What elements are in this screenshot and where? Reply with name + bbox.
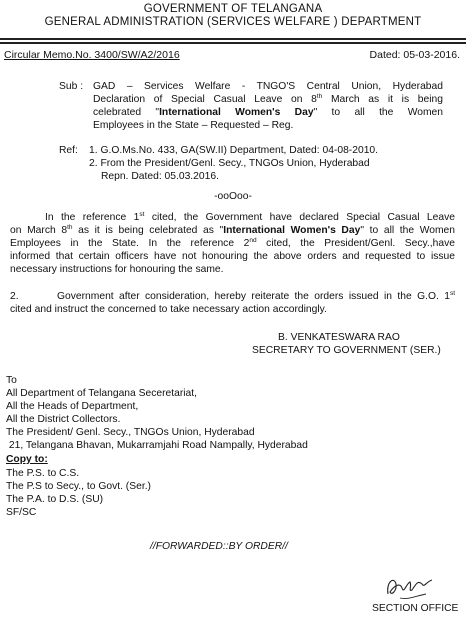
para1-line-3: Employees in the State. In the reference 2nd cited, the President/Genl. Secy.,have: [10, 237, 455, 249]
to-line: All the Heads of Department,: [6, 401, 139, 412]
para1-line-4: informed that certain officers have not honouring the above orders and requested to issue: [10, 251, 455, 262]
reference-1: 1. G.O.Ms.No. 433, GA(SW.II) Department, Dated: 04-08-2010.: [89, 145, 379, 156]
subject-label: Sub :: [59, 81, 84, 92]
copy-line: The P.S to Secy., to Govt. (Ser.): [6, 481, 151, 492]
signatory-title: SECRETARY TO GOVERNMENT (SER.): [252, 345, 441, 356]
para1-line-2: on March 8th as it is being celebrated as "International Women's Day" to all the Women: [10, 224, 456, 236]
para1-line-1: In the reference 1st cited, the Government have declared Special Casual Leave: [45, 211, 455, 223]
copy-to-label: Copy to:: [6, 454, 48, 465]
to-label: To: [6, 375, 17, 386]
copy-line: The P.S. to C.S.: [6, 468, 80, 479]
header-rule-top: [0, 38, 466, 40]
subject-line-3: celebrated "International Women's Day" to all the Women: [93, 107, 443, 118]
reference-2: 2. From the President/Genl. Secy., TNGOs Union, Hyderabad: [89, 158, 370, 169]
memo-number: Circular Memo.No. 3400/SW/A2/2016: [4, 49, 180, 61]
separator: -ooOoo-: [214, 191, 252, 202]
para2-line-1: Government after consideration, hereby reiterate the orders issued in the G.O. 1st: [57, 290, 455, 302]
subject-line-4: Employees in the State – Requested – Reg.: [93, 120, 294, 131]
to-line: All the District Collectors.: [6, 414, 121, 425]
memo-date: Dated: 05-03-2016.: [369, 49, 460, 61]
reference-label: Ref:: [59, 145, 78, 156]
subject-line-2: Declaration of Special Casual Leave on 8th March as it is being: [93, 93, 443, 105]
to-line: All Department of Telangana Seceretariat,: [6, 388, 197, 399]
header-government: GOVERNMENT OF TELANGANA: [143, 3, 323, 15]
section-officer-label: SECTION OFFICE: [372, 603, 459, 614]
para2-line-2: cited and instruct the concerned to take necessary action accordingly.: [10, 304, 327, 315]
to-line: 21, Telangana Bhavan, Mukarramjahi Road Nampally, Hyderabad: [6, 440, 308, 451]
para1-line-5: necessary instructions for honouring the same.: [10, 264, 224, 275]
signatory-name: B. VENKATESWARA RAO: [278, 332, 400, 343]
forwarded-by-order: //FORWARDED::BY ORDER//: [150, 541, 288, 552]
to-line: The President/ Genl. Secy., TNGOs Union, Hyderabad: [6, 427, 255, 438]
header-rule-bottom: [0, 42, 466, 44]
reference-2-date: Repn. Dated: 05.03.2016.: [101, 171, 219, 182]
copy-line: The P.A. to D.S. (SU): [6, 494, 104, 505]
para2-number: 2.: [10, 291, 19, 302]
header-department: GENERAL ADMINISTRATION (SERVICES WELFARE ) DEPARTMENT: [44, 16, 422, 28]
copy-line: SF/SC: [6, 507, 37, 518]
handwritten-signature: [382, 570, 438, 604]
subject-line-1: GAD – Services Welfare - TNGO'S Central Union, Hyderabad: [93, 81, 443, 92]
